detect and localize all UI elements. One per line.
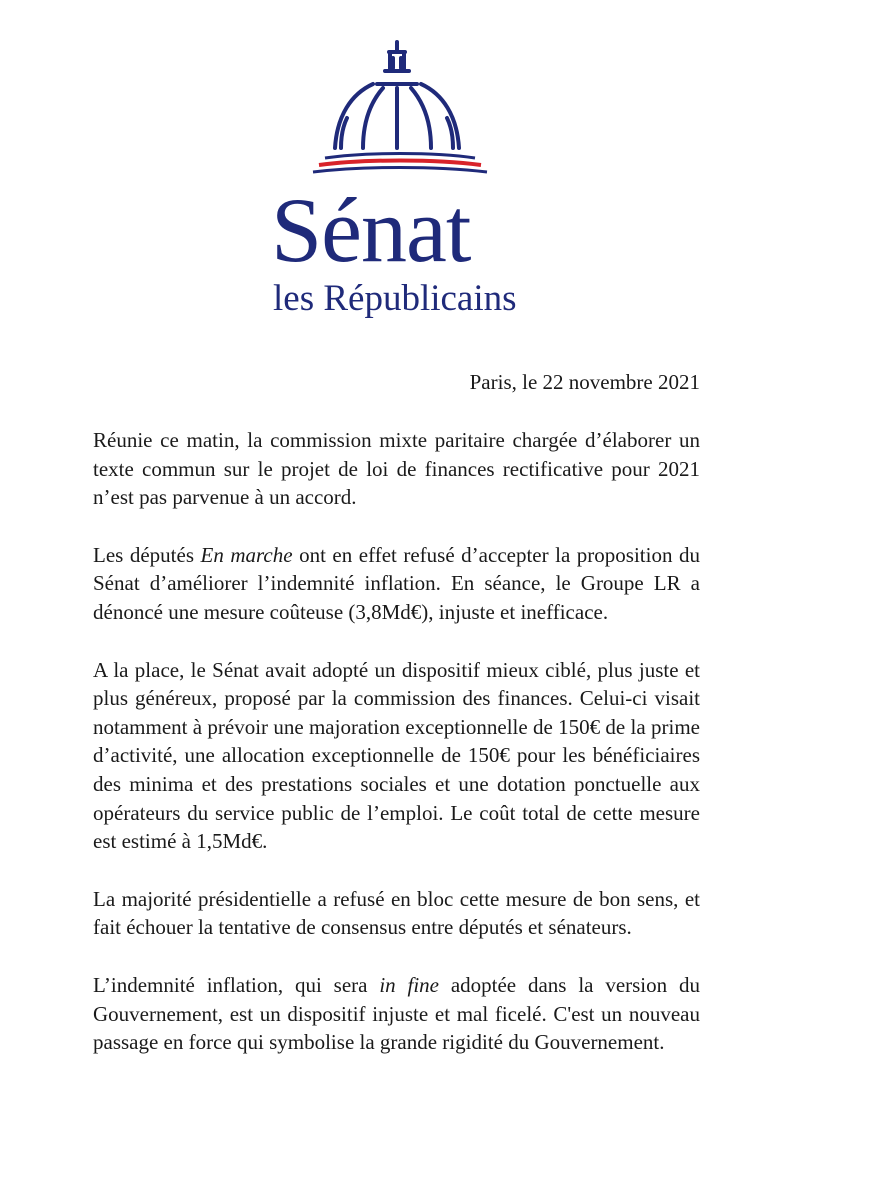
paragraph-1: Réunie ce matin, la commission mixte paritaire chargée d’élaborer un texte commun sur le projet de loi de finances rectificative pour 2021 n’est pas parvenue à un accord. <box>93 428 700 510</box>
senat-lr-logo <box>265 38 535 319</box>
logo-title: Sénat <box>271 179 471 281</box>
paragraph-5 <box>93 971 700 1057</box>
paragraph-5-end: adoptée dans la version du Gouvernement, est un dispositif injuste et mal ficelé. C'est un nouveau passage en force qui symbolise la grande rigidité du Gouvernement. <box>93 972 700 1055</box>
paragraph-2-end: ont en effet refusé d’accepter la proposition du Sénat d’améliorer l’indemnité inflation. En séance, le Groupe LR a dénoncé une mesure coûteuse (3,8Md€), injuste et inefficace. <box>93 542 700 624</box>
paragraph-4: La majorité présidentielle a refusé en bloc cette mesure de bon sens, et fait échouer la tentative de consensus entre députés et sénateurs. <box>93 886 700 940</box>
dome-icon <box>265 38 535 178</box>
press-release-body <box>93 426 700 1086</box>
paragraph-5-italic: in fine <box>379 972 439 997</box>
logo-subtitle: les Républicains <box>273 278 517 319</box>
paragraph-2-start: Les députés <box>93 542 201 567</box>
paragraph-2 <box>93 541 700 627</box>
paragraph-3: A la place, le Sénat avait adopté un dispositif mieux ciblé, plus juste et plus généreux, proposé par la commission des finances. Celui-ci visait notamment à prévoir une majoration exceptionnelle de 150€ de la prime d’activité, une allocation exceptionnelle de 150€ pour les bénéficiaires des minima et des prestations sociales et une dotation ponctuelle aux opérateurs du service public de l’emploi. Le coût total de cette mesure est estimé à 1,5Md€. <box>93 657 700 854</box>
paragraph-5-start: L’indemnité inflation, qui sera <box>93 972 380 997</box>
date-line: Paris, le 22 novembre 2021 <box>469 370 700 394</box>
paragraph-2-italic: En marche <box>200 542 293 567</box>
